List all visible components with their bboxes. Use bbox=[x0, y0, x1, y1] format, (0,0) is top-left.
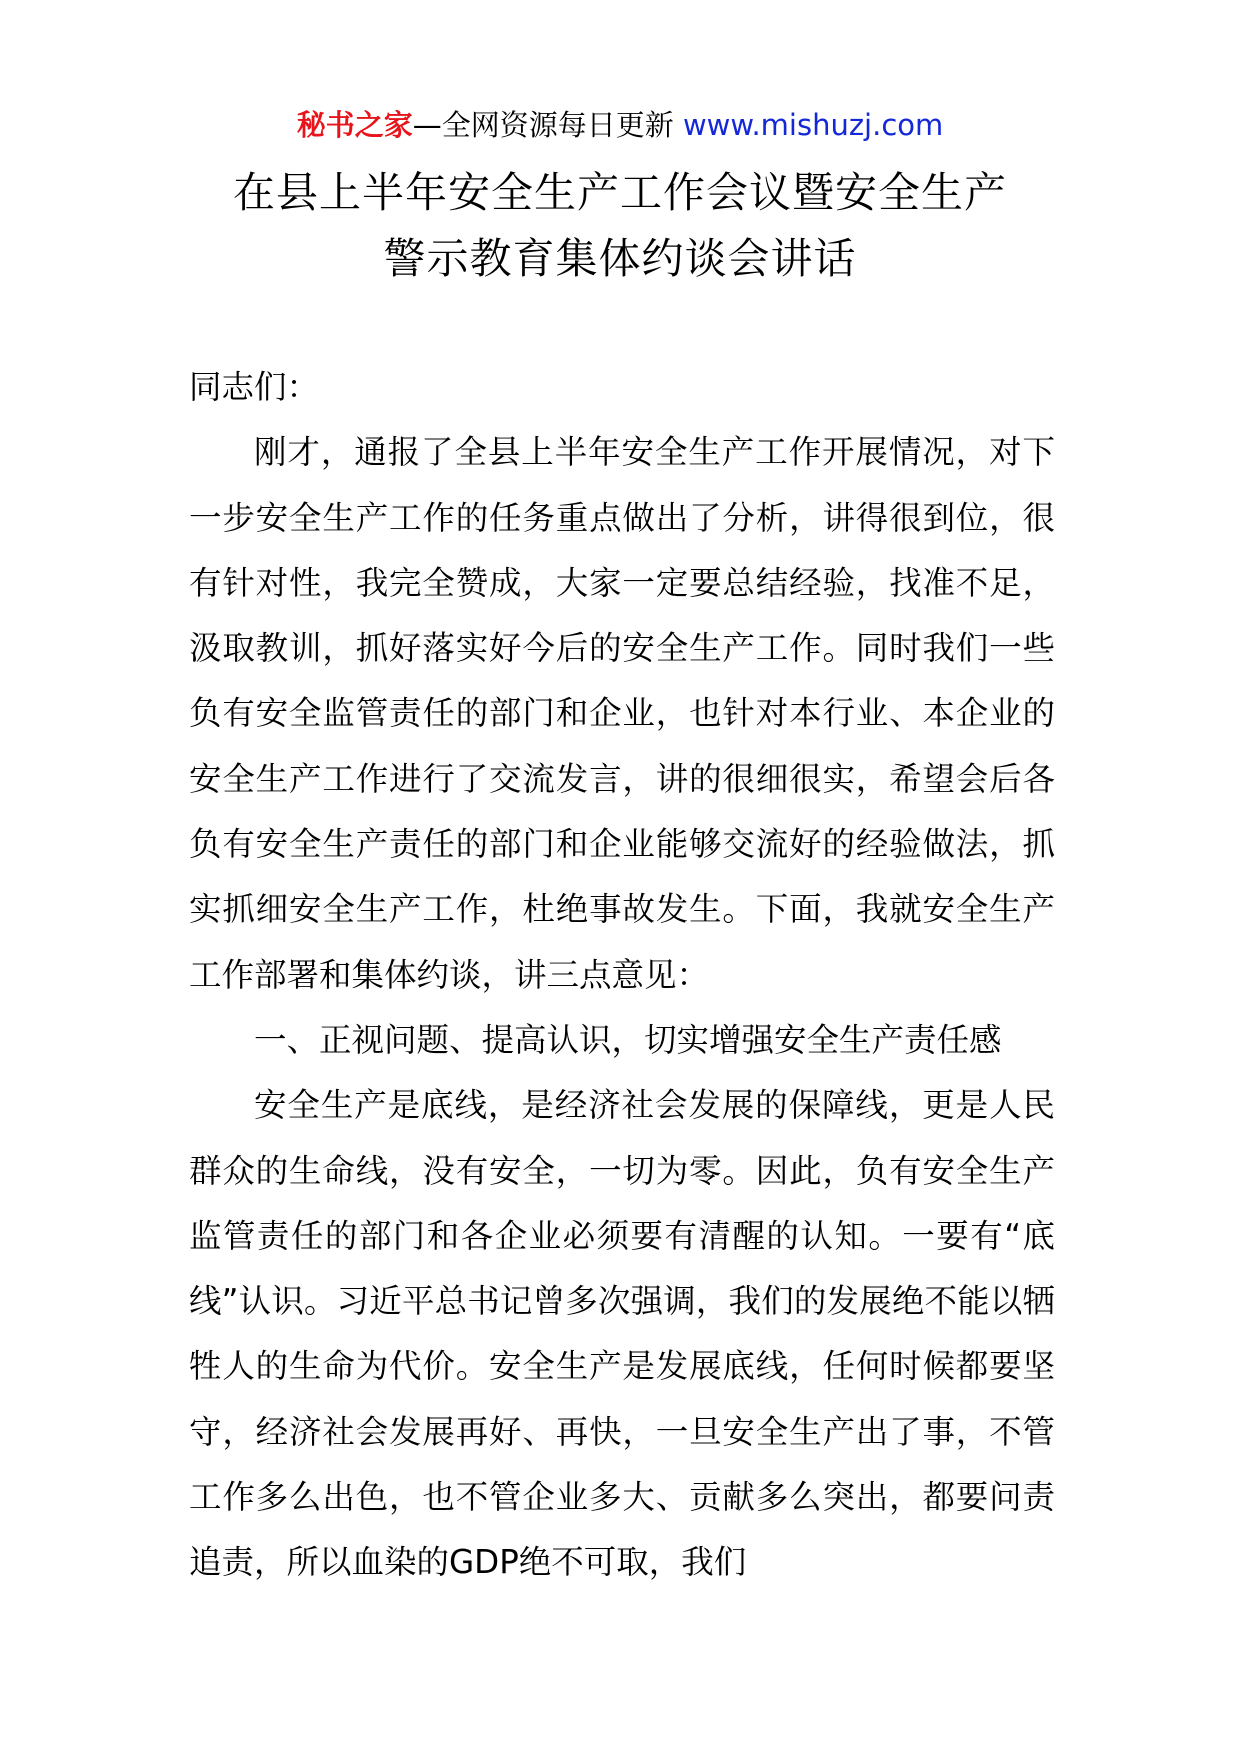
document-title bbox=[0, 160, 1240, 292]
header-url-link[interactable]: www.mishuzj.com bbox=[682, 108, 944, 142]
site-header bbox=[0, 100, 1240, 150]
document-title-line-1: 在县上半年安全生产工作会议暨安全生产 bbox=[232, 168, 1007, 217]
paragraph-opening: 刚才，通报了全县上半年安全生产工作开展情况，对下一步安全生产工作的任务重点做出了分析，讲得很到位，很有针对性，我完全赞成，大家一定要总结经验，找准不足，汲取教训，抓好落实好今后的安全生产工作。同时我们一些负有安全监管责任的部门和企业，也针对本行业、本企业的安全生产工作进行了交流发言，讲的很细很实，希望会后各负有安全生产责任的部门和企业能够交流好的经验做法，抓实抓细安全生产工作，杜绝事故发生。下面，我就安全生产工作部署和集体约谈，讲三点意见： bbox=[189, 433, 1055, 994]
section-heading-1: 一、正视问题、提高认识，切实增强安全生产责任感 bbox=[254, 1020, 1002, 1059]
salutation: 同志们： bbox=[189, 368, 320, 406]
paragraph-section-1: 安全生产是底线，是经济社会发展的保障线，更是人民群众的生命线，没有安全，一切为零。因此，负有安全生产监管责任的部门和各企业必须要有清醒的认知。一要有“底线”认识。习近平总书记曾多次强调，我们的发展绝不能以牺牲人的生命为代价。安全生产是发展底线，任何时候都要坚守，经济社会发展再好、再快，一旦安全生产出了事，不管工作多么出色，也不管企业多大、贡献多么突出，都要问责追责，所以血染的GDP绝不可取，我们 bbox=[189, 1086, 1055, 1582]
header-slogan: —全网资源每日更新 bbox=[412, 108, 683, 142]
header-brand: 秘书之家 bbox=[296, 108, 413, 142]
document-body bbox=[189, 355, 1055, 1596]
document-title-line-2: 警示教育集体约谈会讲话 bbox=[383, 234, 857, 283]
